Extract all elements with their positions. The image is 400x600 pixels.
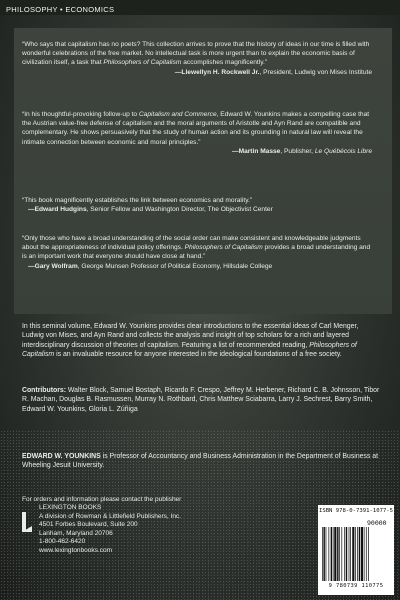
quote-author: —Martin Masse: [231, 147, 281, 155]
barcode-bar: [339, 527, 340, 581]
quote-attribution: [22, 147, 372, 156]
quote-title: Capitalism and Commerce: [138, 111, 217, 118]
description-text: In this seminal volume, Edward W. Younkins provides clear introductions to the essential ideas of Carl Menger, Ludwig von Mises, and Ayn Rand and collects the analysis and insight of top scholars for a rich and layered interdisciplinary discussion of theories of capitalism. Featuring a list of recommended reading,: [22, 323, 359, 349]
publisher-street: 4501 Forbes Boulevard, Suite 200: [39, 521, 138, 529]
publisher-city: Lanham, Maryland 20706: [39, 529, 113, 537]
publisher-logo-icon: [22, 512, 32, 532]
barcode-bar: [364, 527, 365, 581]
barcode-bar: [361, 527, 363, 581]
author-bio: [22, 452, 380, 471]
contributors-names: Walter Block, Samuel Bostaph, Ricardo F. Crespo, Jeffrey M. Herbener, Richard C. B. Johnsson, Tibor R. Machan, Douglas B. Rasmussen, Murray N. Rothbard, Chris Matthew Sciabarra, Larry J. Sechrest, Barry Smith, Edward W. Younkins, Gloria L. Zúñiga: [22, 387, 380, 413]
publisher-website: www.lexingtonbooks.com: [39, 546, 112, 554]
author-bio-text: is Professor of Accountancy and Business Administration in the Department of Business at Wheeling Jesuit University.: [22, 453, 379, 470]
quote-2: [22, 110, 372, 156]
publisher-name: LEXINGTON BOOKS: [39, 504, 102, 511]
publisher-division: A division of Rowman & Littlefield Publishers, Inc.: [39, 512, 181, 520]
quote-text-end: accomplishes magnificently.”: [181, 59, 268, 67]
quote-author: —Llewellyn H. Rockwell Jr.: [174, 68, 260, 76]
book-description: [22, 322, 380, 360]
publisher-phone: 1-800-462-6420: [39, 538, 86, 546]
quote-text: “In his thoughtful-provoking follow-up to: [22, 111, 139, 118]
barcode-bar: [333, 527, 334, 581]
quote-attribution: [22, 205, 372, 214]
quote-author: —Edward Hudgins: [28, 206, 87, 214]
orders-note: For orders and information please contact the publisher: [22, 496, 182, 503]
barcode-bar: [346, 527, 347, 581]
quote-1: [22, 40, 372, 77]
description-text-end: is an invaluable resource for anyone interested in the ideological foundations of a free society.: [54, 351, 342, 359]
barcode-bar: [368, 527, 369, 581]
category-label: PHILOSOPHY • ECONOMICS: [6, 5, 115, 14]
barcode-bar: [334, 527, 336, 581]
quote-title: Philosophers of Capitalism: [184, 244, 263, 252]
quote-attribution: [22, 262, 372, 271]
barcode-bar: [322, 527, 323, 581]
barcode-bar: [341, 527, 342, 581]
quote-affiliation: , Senior Fellow and Washington Director, The Objectivist Center: [86, 206, 273, 214]
isbn-label: ISBN 978-0-7391-1077-5: [318, 505, 394, 517]
barcode-icon: [322, 527, 390, 581]
contributors: [22, 386, 380, 414]
barcode-bar: [326, 527, 327, 581]
author-name: EDWARD W. YOUNKINS: [22, 453, 101, 460]
contributors-label: Contributors:: [22, 387, 67, 394]
barcode-bar: [366, 527, 367, 581]
barcode-bar: [355, 527, 356, 581]
barcode-bar: [331, 527, 332, 581]
barcode-bar: [344, 527, 345, 581]
barcode-bar: [337, 527, 338, 581]
publisher-address: [39, 504, 181, 556]
description-title: Philosophers of Capitalism: [22, 341, 357, 359]
barcode-bar: [350, 527, 351, 581]
quote-text-end: provides a broad understanding and is an important work that everyone should have close at hand.”: [22, 244, 371, 261]
barcode-bar: [349, 527, 350, 581]
quote-text: “This book magnificently establishes the link between economics and morality.”: [22, 197, 253, 204]
barcode-bar: [352, 527, 354, 581]
quote-title: Philosophers of Capitalism: [103, 59, 182, 67]
price-code: 90000: [367, 519, 387, 527]
quote-text: “Who says that capitalism has no poets? This collection arrives to prove that the history of ideas in our time is filled with wonderful celebrations of the free market. No intellectual task is more urgent than to explain the economic basis of civilization itself, a task that: [22, 41, 370, 67]
barcode-bar: [323, 527, 324, 581]
quote-text-end: , Edward W. Younkins makes a compelling case that the Austrian value-free defense of capitalism and the moral arguments of Aristotle and Ayn Rand are compatible and complementary. He shows persuasively that the study of human action and its grounding in natural law will reveal the intimate connection between economic and moral principles.”: [22, 111, 370, 146]
quote-text: “Only those who have a broad understanding of the social order can make consistent and knowledgeable judgments about the appropriateness of individual policy offerings.: [22, 235, 361, 252]
quote-affiliation: , George Munsen Professor of Political Economy, Hillsdale College: [77, 262, 273, 270]
barcode-bar: [328, 527, 329, 581]
barcode-bar: [359, 527, 360, 581]
quote-affiliation: , President, Ludwig von Mises Institute: [259, 68, 372, 76]
quote-publication: Le Québécois Libre: [314, 147, 372, 155]
quote-affiliation: , Publisher,: [280, 147, 315, 155]
ean-number: 9 780739 110775: [328, 583, 384, 589]
barcode-bar: [357, 527, 358, 581]
quote-4: [22, 234, 372, 271]
quote-attribution: [22, 68, 372, 77]
quote-author: —Gary Wolfram: [28, 262, 78, 270]
quote-3: [22, 196, 372, 214]
